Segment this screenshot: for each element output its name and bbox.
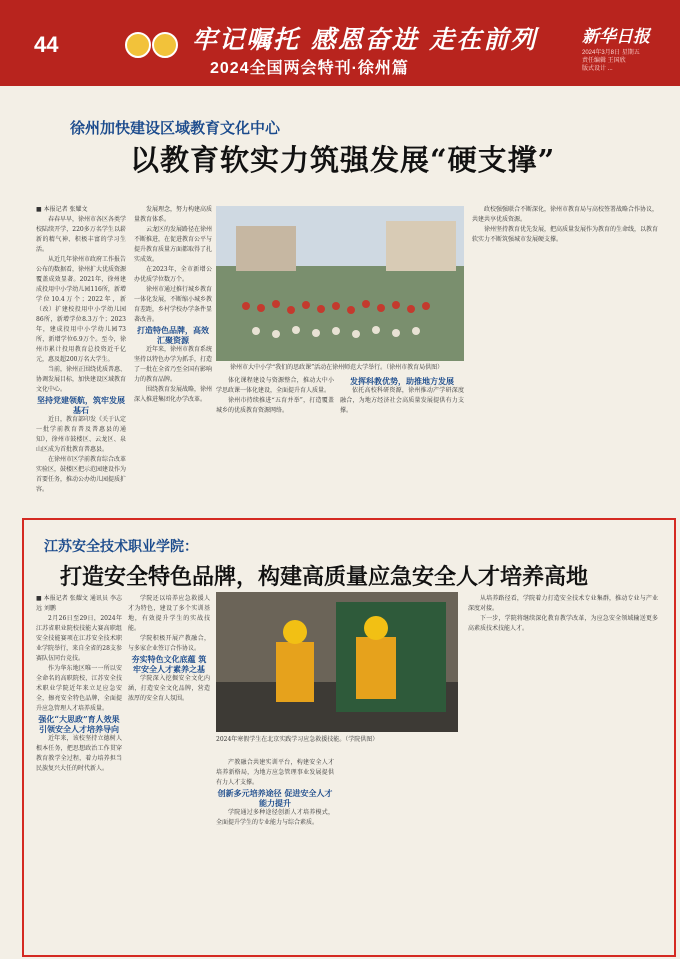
article1-photo bbox=[216, 206, 464, 361]
article2-photo-caption: 2024年寒假学生在北京实践学习应急救援技能。（学院供图） bbox=[216, 736, 379, 743]
article2-column-2: 学院还以培养应急救援人才为特色，建设了多个实训基地，有效提升学生的实战技能。 学院积极开展产教融合，与多家企业签订合作协议。 夯实特色文化底蕴 筑牢安全人才素养之基 学院深入挖掘安全文化内涵，打造安全文化品牌，营造浓厚的安全育人氛围。 bbox=[128, 595, 210, 702]
rescue-training-photo bbox=[216, 592, 458, 732]
emblem-icon bbox=[125, 32, 151, 58]
dateline: 2024年3月8日 星期五 责任编辑 王国欣 版式设计 ... bbox=[582, 50, 640, 72]
slogan: 牢记嘱托 感恩奋进 走在前列 bbox=[192, 25, 538, 54]
students-on-field-photo bbox=[216, 206, 464, 361]
article1-headline: 以教育软实力筑强发展“硬支撑” bbox=[130, 143, 556, 177]
article2-column-4: 从培养路径看，学院着力打造安全技术专业集群，推动专业与产业深度对接。 下一步，学院将继续深化教育教学改革，为应急安全领域输送更多高素质技术技能人才。 bbox=[468, 595, 658, 632]
article1-kicker: 徐州加快建设区域教育文化中心 bbox=[70, 119, 281, 137]
special-edition-title: 2024全国两会特刊·徐州篇 bbox=[210, 60, 409, 77]
article2-kicker: 江苏安全技术职业学院： bbox=[44, 539, 198, 555]
newspaper-masthead: 新华日报 bbox=[582, 27, 650, 47]
article1-column-1: ■ 本报记者 张耀文 春春早早，徐州市各区各类学校陆续开学，220多万名学生以崭新的精气神、积极丰富的学习生活。 从近几年徐州市政府工作报告公布的数据看，徐州扩大优质资源覆盖成效显著。2021年，徐州建成投用中小学幼儿园116所，新增学位10.4万个；2022年，新（改）扩建校投用中小学幼儿园86所，新增学位8.3万个；2023年，建成投用中小学幼儿园73所，新增学位6.9万个。至今，徐州市累计投用教育总投资近千亿元，惠及超200万名大学生。 当前，徐州正围绕优质普惠、协调发展目标，加快建设区域教育文化中心。 坚持党建领航，筑牢发展基石 近日，教育部印发《关于认定一批学前教育普及普惠县的通知》，徐州市鼓楼区、云龙区、泉山区成为首批教育普惠县。 在徐州市区学前教育综合改革实验区，鼓楼区把示范园建设作为首要任务，推动公办幼儿园提质扩容。 bbox=[36, 206, 126, 493]
byline: ■ 本报记者 张耀文 通讯员 李志远 刘鹏 bbox=[36, 595, 122, 612]
article1-column-3b: 发挥科教优势，助推地方发展 依托高校科研资源，徐州推动产学研深度融合，为地方经济社会高质量发展提供有力支撑。 bbox=[340, 376, 464, 414]
article2-headline: 打造安全特色品牌，构建高质量应急安全人才培养高地 bbox=[60, 564, 589, 590]
page-number: 44 bbox=[34, 32, 59, 57]
article1-column-2: 发展理念，努力构建高质量教育体系。 云龙区的发展路径在徐州不断推进，在促进教育公平与提升教育质量方面都取得了扎实成效。 在2023年，全市新增公办优质学位数万个。 徐州市通过推行城乡教育一体化发展，不断缩小城乡教育差距，乡村学校办学条件显著改善。 打造特色品牌，高效汇聚资源 近年来，徐州市教育系统坚持以特色办学为抓手，打造了一批在全省乃至全国有影响力的教育品牌。 围绕教育发展战略，徐州深入推进集团化办学改革。 bbox=[134, 206, 212, 403]
article2-column-1: ■ 本报记者 张耀文 通讯员 李志远 刘鹏 2月26日至29日，2024年江苏省职业院校技能大赛高职组安全技能赛项在江苏安全技术职业学院举行，来自全省的28支参赛队伍同台竞技。 作为华东地区唯一一所以安全命名的高职院校，江苏安全技术职业学院近年来立足应急安全，擦亮安全特色品牌，全面提升应急管理人才培养质量。 强化“大思政”育人效果 引领安全人才培养导向 近年来，该校坚持立德树人根本任务，把思想政治工作贯穿教育教学全过程，着力培养担当民族复兴大任的时代新人。 bbox=[36, 595, 122, 772]
page-header bbox=[0, 0, 680, 86]
article2-column-3: 产教融合共建实训平台，构建安全人才培养新格局，为地方应急管理事业发展提供有力人才支撑。 创新多元培养途径 促进安全人才能力提升 学院通过多种途径创新人才培养模式，全面提升学生的专业能力与综合素质。 bbox=[216, 759, 334, 826]
article1-column-3: 体化课程建设与资源整合，推动大中小学思政课一体化建设，全面提升育人质量。 徐州市持续推进“五育并举”，打造覆盖城乡的优质教育资源网络。 bbox=[216, 377, 334, 414]
article1-column-4: 政校强强联合不断深化，徐州市教育局与高校签署战略合作协议，共建共享优质资源。 徐州坚持教育优先发展，把高质量发展作为教育的生命线，以教育软实力不断筑强城市发展硬支撑。 bbox=[472, 206, 658, 243]
byline: ■ 本报记者 张耀文 bbox=[36, 206, 88, 213]
article1-photo-caption: 徐州市大中小学“我们的思政课”活动在徐州师范大学举行。（徐州市教育局供图） bbox=[230, 364, 444, 371]
emblem-icon bbox=[152, 32, 178, 58]
article2-photo bbox=[216, 592, 458, 732]
